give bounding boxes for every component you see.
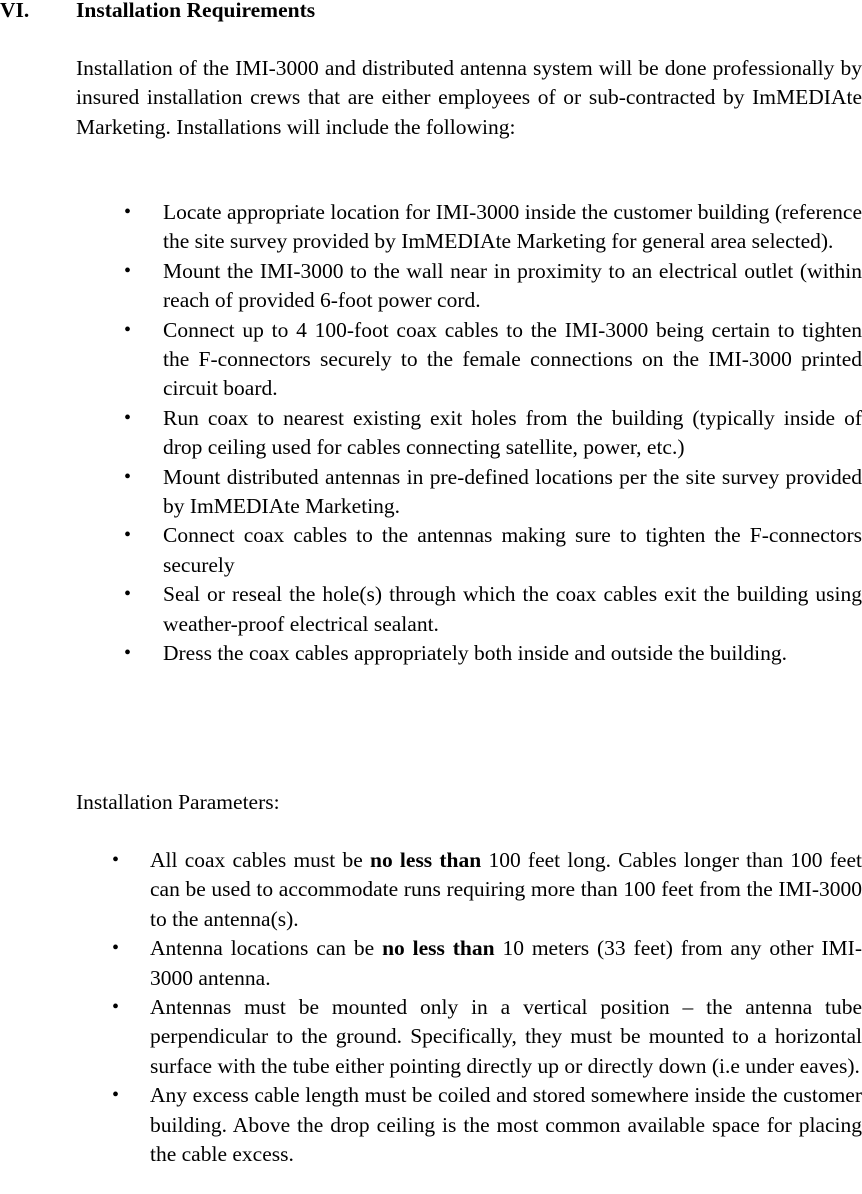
list-item [112, 934, 862, 993]
bullet-icon: • [112, 937, 120, 960]
list-item [124, 198, 862, 257]
list-item [124, 580, 862, 639]
list-item [112, 993, 862, 1081]
list-item-text: Connect up to 4 100-foot coax cables to the IMI-3000 being certain to tighten the F-connectors securely to the female connections on the IMI-3000 printed circuit board. [163, 317, 862, 401]
bullet-icon: • [112, 996, 120, 1019]
list-item-text: Seal or reseal the hole(s) through which the coax cables exit the building using weather-proof electrical sealant. [163, 582, 862, 636]
bullet-icon: • [124, 318, 132, 341]
param-emphasis: no less than [370, 848, 482, 872]
section-number: VI. [0, 0, 30, 22]
list-item-text: Dress the coax cables appropriately both inside and outside the building. [163, 641, 787, 666]
list-item-text: Connect coax cables to the antennas making sure to tighten the F-connectors securely [163, 523, 862, 577]
list-item-text: Locate appropriate location for IMI-3000 inside the customer building (reference the site survey provided by ImMEDIAte Marketing for general area selected). [163, 200, 862, 254]
intro-paragraph: Installation of the IMI-3000 and distributed antenna system will be done professionally by insured installation crews that are either employees of or sub-contracted by ImMEDIAte Marketing. Installations will include the following: [76, 56, 862, 139]
bullet-icon: • [112, 1084, 120, 1107]
bullet-icon: • [124, 201, 132, 223]
installation-parameters-list [112, 846, 862, 1169]
bullet-icon: • [124, 642, 132, 665]
param-text-before: Antenna locations can be [150, 936, 383, 961]
bullet-icon: • [124, 259, 132, 282]
param-text-after: 10 meters (33 feet) from any other IMI-3000 antenna. [150, 936, 862, 990]
list-item [124, 463, 862, 522]
installation-steps-list [124, 198, 862, 669]
list-item-text: Run coax to nearest existing exit holes from the building (typically inside of drop ceiling used for cables connecting satellite, power, etc.) [163, 405, 862, 460]
bullet-icon: • [124, 583, 132, 606]
list-item-text: Mount distributed antennas in pre-defined locations per the site survey provided by ImMEDIAte Marketing. [163, 464, 862, 519]
list-item-text: Mount the IMI-3000 to the wall near in proximity to an electrical outlet (within reach of provided 6-foot power cord. [163, 258, 862, 313]
bullet-icon: • [124, 465, 132, 488]
section-title: Installation Requirements [76, 0, 316, 22]
list-item [124, 257, 862, 316]
param-emphasis: no less than [382, 936, 495, 961]
param-text: Antennas must be mounted only in a vertical position – the antenna tube perpendicular to the ground. Specifically, they must be mounted to a horizontal surface with the tube either pointing directly up or directly down (i.e under eaves). [150, 995, 862, 1078]
list-item [112, 1081, 862, 1169]
list-item [124, 639, 862, 668]
list-item [112, 846, 862, 934]
param-text-after: 100 feet long. Cables longer than 100 feet can be used to accommodate runs requiring more than 100 feet from the IMI-3000 to the antenna(s). [150, 848, 862, 931]
section-heading [0, 0, 315, 25]
param-text-before: All coax cables must be [150, 848, 370, 872]
list-item [124, 404, 862, 463]
bullet-icon: • [112, 849, 120, 871]
list-item [124, 316, 862, 404]
parameters-heading: Installation Parameters: [76, 790, 280, 814]
list-item [124, 521, 862, 580]
bullet-icon: • [124, 524, 132, 547]
bullet-icon: • [124, 406, 132, 429]
param-text: Any excess cable length must be coiled and stored somewhere inside the customer building. Above the drop ceiling is the most common available space for placing the cable excess. [150, 1083, 862, 1167]
